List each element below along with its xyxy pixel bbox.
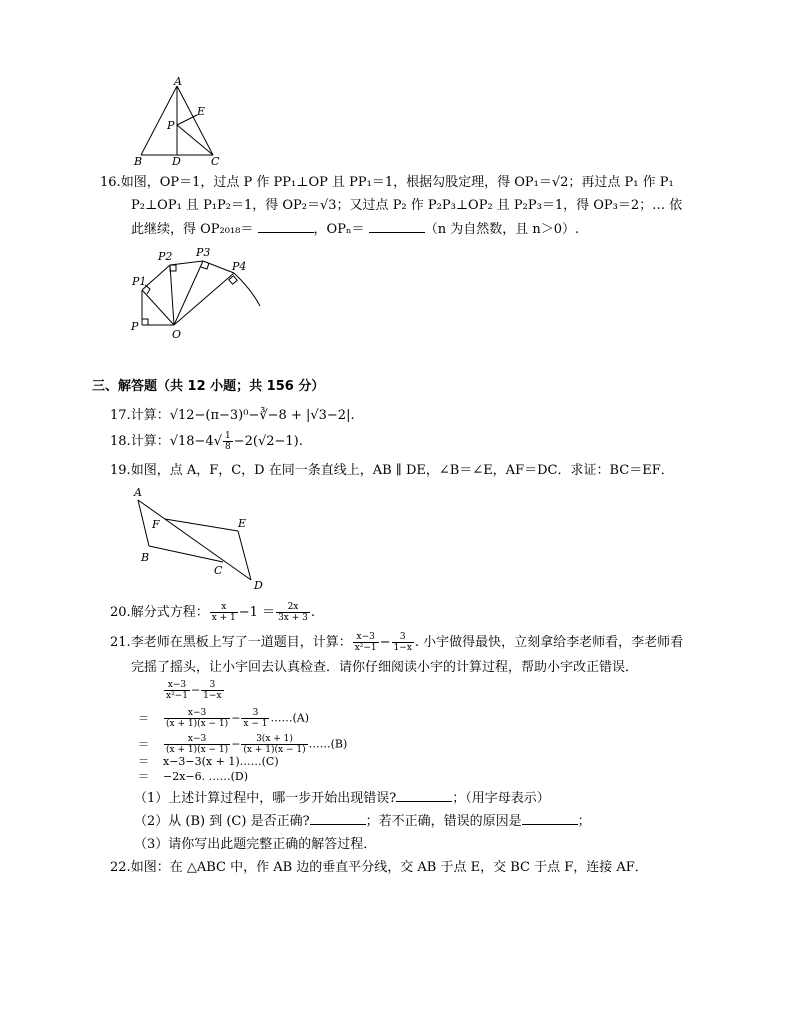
stepA-tag: ……(A) xyxy=(270,711,310,725)
eq-sign: ＝ xyxy=(138,755,149,768)
q20-fraction-1: $\frac{x}{x + 1}$ xyxy=(211,602,236,623)
q19-text: 如图，点 A，F，C，D 在同一条直线上，AB ∥ DE，∠B＝∠E，AF＝DC．求证：BC＝EF． xyxy=(130,463,674,478)
part2-text-b: ；若不正确，错误的原因是 xyxy=(365,814,522,829)
label-o: O xyxy=(172,328,182,341)
label-p4: P4 xyxy=(232,260,247,273)
part1-text-a: （1）上述计算过程中，哪一步开始出现错误? xyxy=(134,791,397,806)
spiral-figure xyxy=(126,244,276,342)
label-f: F xyxy=(152,518,160,531)
q18-number: 18. xyxy=(110,434,131,449)
part2-blank-2[interactable] xyxy=(522,812,578,825)
q21-step-a xyxy=(138,708,309,729)
q20 xyxy=(110,602,315,623)
stepA-frac-1: $\frac{x-3}{(x + 1)(x - 1)}$ xyxy=(166,708,229,729)
q19-number: 19. xyxy=(110,463,131,478)
right-angle-p xyxy=(142,319,148,325)
stepB-tag: ……(B) xyxy=(308,737,348,751)
q16-text3a: 此继续，得 OP₂₀₁₈＝ xyxy=(131,222,254,237)
q21-text-a: 李老师在黑板上写了一道题目，计算： xyxy=(130,635,352,650)
eq-sign: ＝ xyxy=(138,711,149,725)
q18-text-b: −2(√2−1). xyxy=(233,434,303,449)
q16-text3b: ，OPₙ＝ xyxy=(313,222,365,237)
stepD-text: −2x−6. ……(D) xyxy=(163,770,249,783)
edge-ac xyxy=(177,86,213,155)
q20-text-b: −1 ＝ xyxy=(238,605,276,620)
label-d: D xyxy=(172,155,181,168)
q16-blank-1[interactable] xyxy=(258,220,314,233)
seg-a-d xyxy=(138,500,251,580)
part3-text: （3）请你写出此题完整正确的解答过程． xyxy=(134,837,377,852)
q16-text1: 如图，OP＝1，过点 P 作 PP₁⊥OP 且 PP₁＝1，根据勾股定理，得 OP₁＝√2；再过点 P₁ 作 P₁ xyxy=(120,175,674,190)
eq-sign: ＝ xyxy=(138,770,149,783)
q21-minus: − xyxy=(379,635,391,650)
label-p2: P2 xyxy=(158,250,173,263)
seg-b-c xyxy=(149,546,223,562)
label-p1: P1 xyxy=(132,275,147,288)
q21-text-b: . 小宇做得最快，立刻拿给李老师看，李老师看 xyxy=(414,635,684,650)
q16-text3c: （n 为自然数，且 n＞0）. xyxy=(424,222,580,237)
step0-frac-1: $\frac{x-3}{\text{x²−1}}$ xyxy=(166,680,188,701)
q21-step-d xyxy=(138,767,248,787)
q16-line1 xyxy=(100,173,674,193)
q16-text2: P₂⊥OP₁ 且 P₁P₂＝1，得 OP₂＝√3；又过点 P₂ 作 P₂P₃⊥OP₂ 且 P₂P₃＝1，得 OP₃＝2；… 依 xyxy=(131,198,683,213)
q16-blank-2[interactable] xyxy=(369,220,425,233)
q21-step-0 xyxy=(163,680,225,701)
q21-part2 xyxy=(134,812,591,832)
q21-part1 xyxy=(134,789,550,809)
step0-frac-2: $\frac{3}{1-x}$ xyxy=(203,680,222,701)
stepB-minus: − xyxy=(231,737,241,751)
part1-text-b: ；（用字母表示） xyxy=(452,791,550,806)
label-e: E xyxy=(197,105,206,118)
eq-sign: ＝ xyxy=(138,737,149,751)
q21-fraction-2: $\frac{3}{1-x}$ xyxy=(393,632,412,653)
q21-number: 21. xyxy=(110,635,131,650)
part2-text-c: ； xyxy=(577,814,591,829)
q18-fraction: $\frac{1}{8}$ xyxy=(224,431,231,452)
q17-text: 计算：√12−(π−3)⁰−∛−8 + |√3−2|. xyxy=(130,408,355,423)
q21-fraction-1: $\frac{x-3}{\text{x²−1}}$ xyxy=(354,632,377,653)
part1-blank[interactable] xyxy=(396,789,452,802)
seg-o-p1 xyxy=(142,290,174,325)
label-a: A xyxy=(174,76,182,88)
stepC-text: x−3−3(x + 1)……(C) xyxy=(163,755,279,768)
label-p: P xyxy=(167,119,175,132)
q22-text: 如图：在 △ABC 中，作 AB 边的垂直平分线，交 AB 于点 E，交 BC 于点 F，连接 AF． xyxy=(130,860,648,875)
q16-line3 xyxy=(131,220,579,240)
part2-text-a: （2）从 (B) 到 (C) 是否正确? xyxy=(134,814,310,829)
q21-part3 xyxy=(134,835,376,855)
spiral-continuation xyxy=(234,273,260,306)
segment-pe xyxy=(177,115,197,125)
label-b: B xyxy=(134,155,143,168)
triangle-figure xyxy=(128,76,228,168)
q20-text-a: 解分式方程： xyxy=(130,605,209,620)
label-b: B xyxy=(141,551,150,564)
seg-p2-p3 xyxy=(170,261,203,265)
q20-number: 20. xyxy=(110,605,131,620)
part2-blank-1[interactable] xyxy=(310,812,366,825)
q18: 18.计算：√18−4√ $\frac{1}{8}$ −2(√2−1). xyxy=(110,431,303,452)
q16-line2 xyxy=(131,196,682,216)
label-p3: P3 xyxy=(196,246,211,259)
q22-number: 22. xyxy=(110,860,131,875)
seg-f-e xyxy=(165,519,238,531)
stepA-minus: − xyxy=(231,711,241,725)
segment-pc xyxy=(177,125,213,155)
label-e: E xyxy=(238,517,247,530)
q18-text-a: 计算：√18−4 xyxy=(130,434,214,449)
seg-o-p2 xyxy=(170,265,174,325)
q16-number: 16. xyxy=(100,175,121,190)
q19 xyxy=(110,461,674,481)
label-c: C xyxy=(214,564,223,577)
q17 xyxy=(110,406,355,426)
q17-number: 17. xyxy=(110,408,131,423)
seg-o-p4 xyxy=(174,273,234,325)
label-d: D xyxy=(254,579,263,592)
q21-line1 xyxy=(110,632,683,653)
q20-text-c: . xyxy=(310,605,316,620)
seg-o-p3 xyxy=(174,261,203,325)
stepB-frac-1: $\frac{x-3}{(x + 1)(x - 1)}$ xyxy=(166,734,229,755)
q20-fraction-2: $\frac{2x}{3x + 3}$ xyxy=(278,602,308,623)
quad-figure xyxy=(130,484,270,594)
section-heading: 三、解答题（共 12 小题；共 156 分） xyxy=(92,379,325,394)
label-p: P xyxy=(131,320,139,333)
q22 xyxy=(110,858,648,878)
label-c: C xyxy=(211,155,220,168)
q21-line2 xyxy=(131,658,638,678)
stepA-frac-2: $\frac{3}{x - 1}$ xyxy=(243,708,268,729)
q21-text-2: 完摇了摇头，让小宇回去认真检查．请你仔细阅读小宇的计算过程，帮助小宇改正错误． xyxy=(131,660,639,675)
right-angle-p2 xyxy=(170,265,176,271)
stepB-frac-2: $\frac{3(x + 1)}{(x + 1)(x - 1)}$ xyxy=(243,734,306,755)
label-a: A xyxy=(134,486,142,499)
step0-minus: − xyxy=(190,683,201,697)
